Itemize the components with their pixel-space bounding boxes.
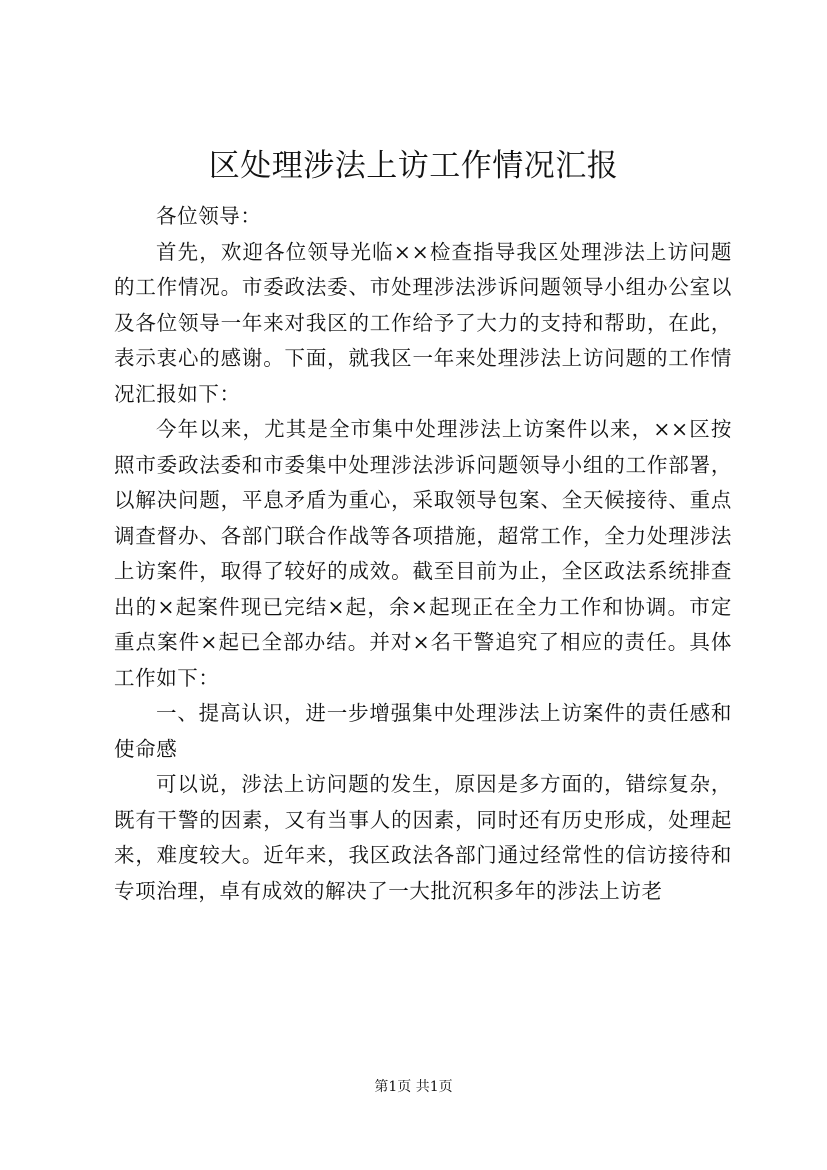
overview-paragraph: 今年以来，尤其是全市集中处理涉法上访案件以来，××区按照市委政法委和市委集中处理涉法涉诉问题领导小组的工作部署，以解决问题，平息矛盾为重心，采取领导包案、全天候接待、重点调查督办、各部门联合作战等各项措施，超常工作，全力处理涉法上访案件，取得了较好的成效。截至目前为止，全区政法系统排查出的×起案件现已完结×起，余×起现正在全力工作和协调。市定重点案件×起已全部办结。并对×名干警追究了相应的责任。具体工作如下：	[114, 417, 732, 690]
section-heading-1: 一、提高认识，进一步增强集中处理涉法上访案件的责任感和使命感	[114, 701, 732, 761]
document-body	[114, 199, 732, 909]
section-1-paragraph: 可以说，涉法上访问题的发生，原因是多方面的，错综复杂，既有干警的因素，又有当事人的因素，同时还有历史形成，处理起来，难度较大。近年来，我区政法各部门通过经常性的信访接待和专项治理，卓有成效的解决了一大批沉积多年的涉法上访老	[114, 772, 732, 903]
document-title: 区处理涉法上访工作情况汇报	[208, 148, 619, 184]
intro-paragraph: 首先，欢迎各位领导光临××检查指导我区处理涉法上访问题的工作情况。市委政法委、市处理涉法涉诉问题领导小组办公室以及各位领导一年来对我区的工作给予了大力的支持和帮助，在此，表示衷心的感谢。下面，就我区一年来处理涉法上访问题的工作情况汇报如下：	[114, 239, 732, 406]
page-footer: 第1页 共1页	[374, 1079, 453, 1095]
salutation-paragraph: 各位领导：	[156, 204, 262, 228]
